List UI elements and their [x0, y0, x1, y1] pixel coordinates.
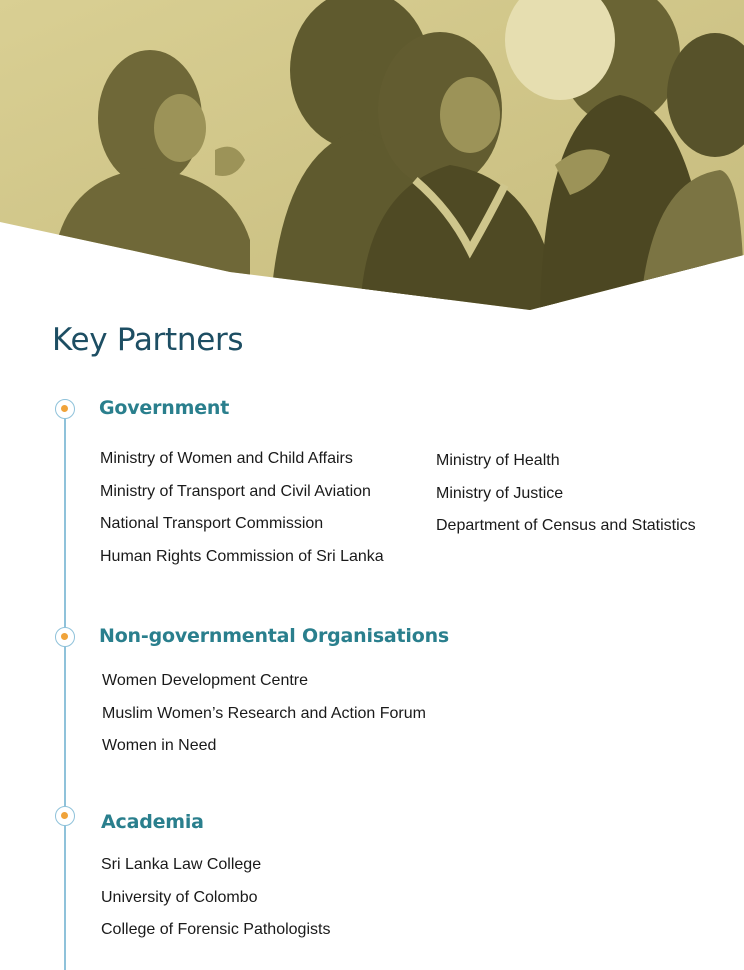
academia-list [101, 855, 330, 953]
list-item: Muslim Women’s Research and Action Forum [102, 704, 426, 722]
section-title-ngo: Non-governmental Organisations [99, 625, 450, 647]
list-item: Human Rights Commission of Sri Lanka [100, 547, 384, 565]
timeline-dot-government-icon [55, 399, 75, 419]
timeline-dot-ngo-icon [55, 627, 75, 647]
section-title-academia: Academia [101, 811, 204, 833]
section-title-government: Government [99, 397, 230, 419]
list-item: Women in Need [102, 737, 217, 754]
list-item: Ministry of Justice [436, 484, 564, 502]
government-list-right [436, 451, 696, 549]
list-item: Department of Census and Statistics [436, 517, 696, 534]
list-item: National Transport Commission [100, 515, 324, 532]
list-item: Women Development Centre [102, 672, 309, 689]
list-item: College of Forensic Pathologists [101, 921, 331, 938]
timeline-line [64, 410, 66, 970]
list-item: Sri Lanka Law College [101, 856, 262, 873]
timeline-dot-academia-icon [55, 806, 75, 826]
list-item: Ministry of Women and Child Affairs [100, 450, 353, 467]
ngo-list [102, 671, 426, 769]
page-title: Key Partners [52, 322, 244, 358]
government-list-left [100, 449, 384, 579]
list-item: University of Colombo [101, 888, 258, 906]
list-item: Ministry of Health [436, 452, 560, 469]
list-item: Ministry of Transport and Civil Aviation [100, 482, 371, 500]
header-photo [0, 0, 744, 312]
